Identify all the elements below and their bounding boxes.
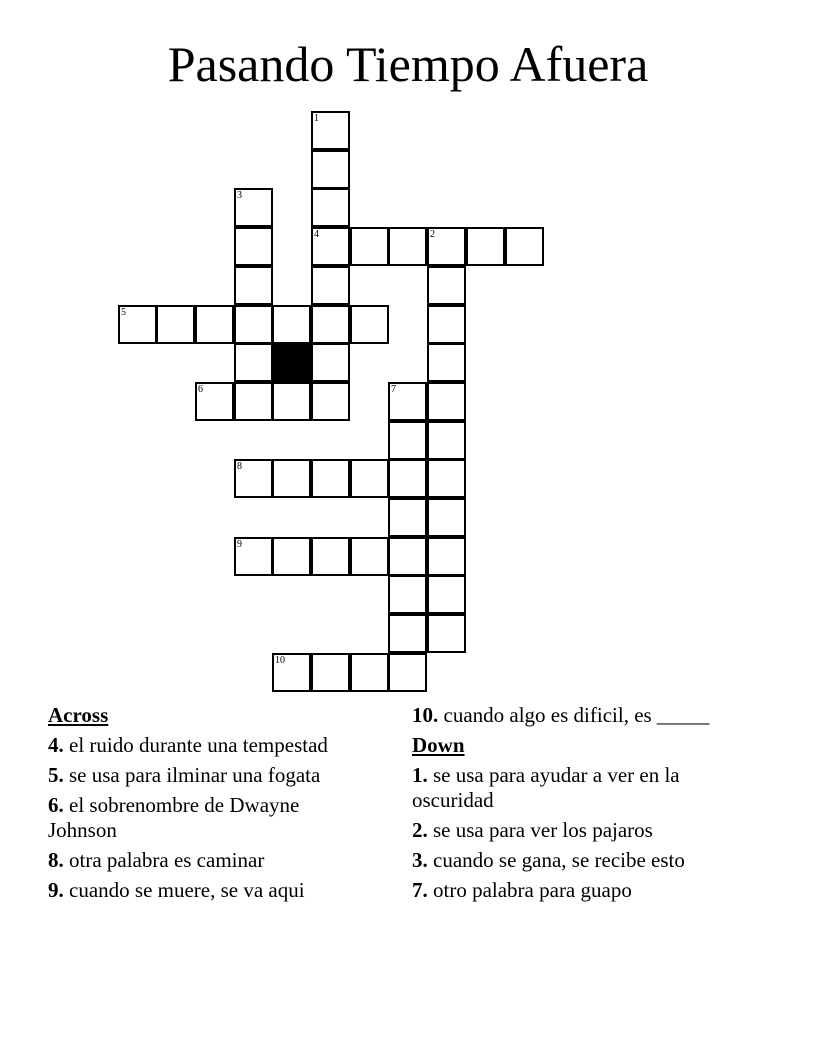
grid-cell[interactable] [272,653,311,692]
clue-text: cuando se gana, se recibe esto [433,848,685,872]
clue-across-9 [48,878,368,903]
clue-number: 9. [48,878,64,902]
grid-cell[interactable] [272,537,311,576]
grid-cell[interactable] [427,537,466,576]
grid-cell[interactable] [388,653,427,692]
grid-cell[interactable] [388,575,427,614]
grid-cell[interactable] [195,305,234,344]
clue-number: 1. [412,763,428,787]
grid-cell[interactable] [427,575,466,614]
grid-cell[interactable] [388,537,427,576]
clue-text: el sobrenombre de Dwayne Johnson [48,793,300,842]
grid-cell[interactable] [427,227,466,266]
grid-cell[interactable] [427,614,466,653]
clue-across-5 [48,763,368,788]
clue-text: el ruido durante una tempestad [69,733,328,757]
grid-cell[interactable] [388,421,427,460]
clue-number-label: 9 [237,539,242,550]
clue-text: cuando algo es dificil, es _____ [443,703,710,727]
grid-cell[interactable] [350,653,389,692]
grid-cell[interactable] [234,305,273,344]
grid-cell[interactable] [427,421,466,460]
clue-number-label: 8 [237,461,242,472]
clue-number-label: 3 [237,190,242,201]
grid-cell[interactable] [118,305,157,344]
grid-cell[interactable] [427,266,466,305]
clue-number: 10. [412,703,439,727]
clue-number: 7. [412,878,428,902]
grid-cell[interactable] [234,343,273,382]
grid-cell[interactable] [505,227,544,266]
clues-left-column [48,703,368,908]
grid-cell[interactable] [311,537,350,576]
clue-number-label: 2 [430,229,435,240]
grid-cell[interactable] [311,653,350,692]
clue-number: 4. [48,733,64,757]
grid-cell[interactable] [234,382,273,421]
grid-cell[interactable] [272,459,311,498]
grid-cell[interactable] [388,227,427,266]
grid-cell[interactable] [234,459,273,498]
grid-cell[interactable] [272,382,311,421]
grid-cell[interactable] [427,498,466,537]
clue-across-8 [48,848,368,873]
grid-block [272,343,311,382]
clue-number-label: 6 [198,384,203,395]
grid-cell[interactable] [272,305,311,344]
clue-number: 2. [412,818,428,842]
grid-cell[interactable] [234,266,273,305]
grid-cell[interactable] [234,537,273,576]
grid-cell[interactable] [388,614,427,653]
grid-cell[interactable] [427,459,466,498]
grid-cell[interactable] [311,305,350,344]
clue-number: 3. [412,848,428,872]
grid-cell[interactable] [311,150,350,189]
grid-cell[interactable] [350,537,389,576]
grid-cell[interactable] [234,188,273,227]
clue-down-7 [412,878,732,903]
clue-text: cuando se muere, se va aqui [69,878,305,902]
grid-cell[interactable] [388,459,427,498]
grid-cell[interactable] [311,459,350,498]
clue-across-6 [48,793,368,843]
grid-cell[interactable] [388,498,427,537]
grid-cell[interactable] [311,188,350,227]
grid-cell[interactable] [427,305,466,344]
clue-down-1 [412,763,732,813]
grid-cell[interactable] [311,343,350,382]
clue-text: otro palabra para guapo [433,878,632,902]
clue-text: otra palabra es caminar [69,848,265,872]
page-title: Pasando Tiempo Afuera [167,36,649,92]
grid-cell[interactable] [388,382,427,421]
grid-cell[interactable] [234,227,273,266]
grid-cell[interactable] [466,227,505,266]
grid-cell[interactable] [350,305,389,344]
clue-number: 8. [48,848,64,872]
grid-cell[interactable] [311,111,350,150]
clue-number-label: 7 [391,384,396,395]
down-heading: Down [412,733,465,757]
clue-text: se usa para ver los pajaros [433,818,653,842]
clue-text: se usa para ayudar a ver en la oscuridad [412,763,680,812]
clue-number-label: 4 [314,229,319,240]
clue-down-3 [412,848,732,873]
across-heading: Across [48,703,109,727]
clues-right-column [412,703,732,908]
clue-number: 5. [48,763,64,787]
grid-cell[interactable] [350,459,389,498]
grid-cell[interactable] [427,382,466,421]
clue-text: se usa para ilminar una fogata [69,763,321,787]
grid-cell[interactable] [350,227,389,266]
grid-cell[interactable] [156,305,195,344]
clue-number-label: 1 [314,113,319,124]
clue-across-10 [412,703,732,728]
grid-cell[interactable] [311,266,350,305]
clue-across-4 [48,733,368,758]
clue-down-2 [412,818,732,843]
clue-number-label: 10 [275,655,285,666]
grid-cell[interactable] [195,382,234,421]
grid-cell[interactable] [311,227,350,266]
clue-number: 6. [48,793,64,817]
grid-cell[interactable] [311,382,350,421]
clue-number-label: 5 [121,307,126,318]
grid-cell[interactable] [427,343,466,382]
